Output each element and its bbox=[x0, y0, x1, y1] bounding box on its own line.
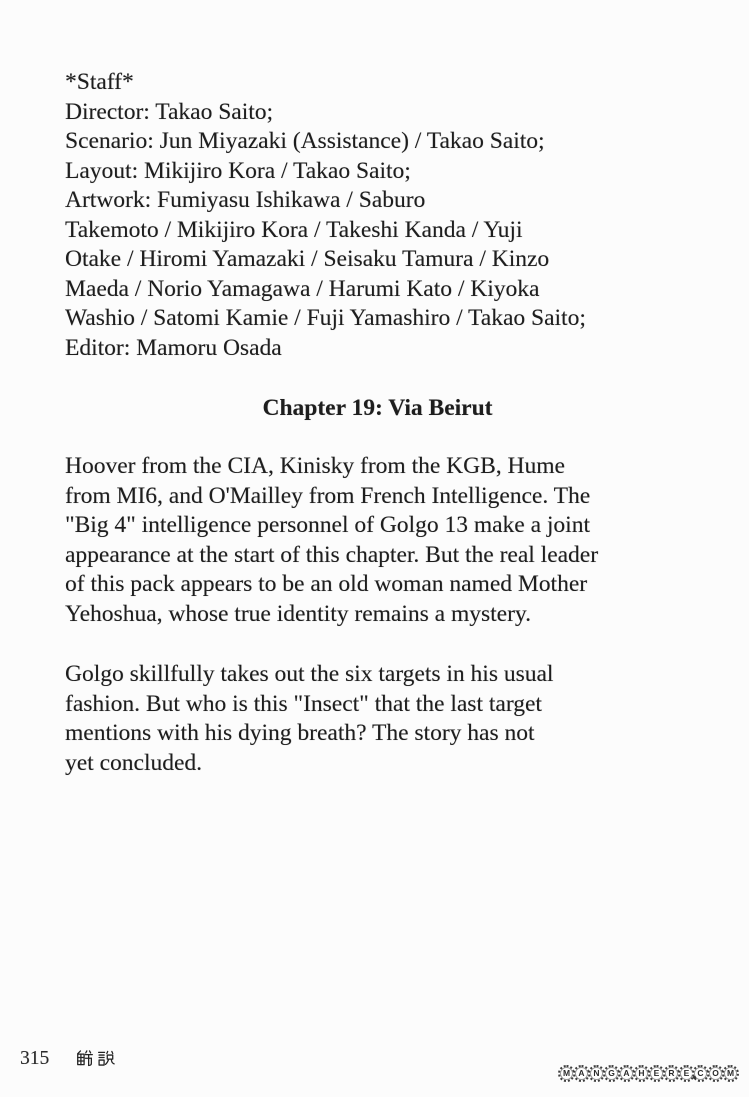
watermark-gear-letter: E bbox=[678, 1065, 695, 1082]
staff-line: Otake / Hiromi Yamazaki / Seisaku Tamura / Kinzo bbox=[65, 246, 550, 272]
mangahere-watermark bbox=[560, 1065, 739, 1082]
chapter-summary-paragraph-1 bbox=[65, 452, 598, 629]
watermark-gear-letter: A bbox=[618, 1065, 635, 1082]
staff-line: Takemoto / Mikijiro Kora / Takeshi Kanda / Yuji bbox=[65, 216, 523, 243]
paragraph-line: appearance at the start of this chapter. But the real leader bbox=[65, 541, 599, 568]
paragraph-line: Hoover from the CIA, Kinisky from the KGB, Hume bbox=[65, 453, 565, 479]
paragraph-line: yet concluded. bbox=[65, 749, 203, 776]
watermark-gear-letter: M bbox=[558, 1065, 575, 1082]
staff-line: Director: Takao Saito; bbox=[65, 98, 274, 125]
staff-credits-block bbox=[65, 68, 586, 363]
watermark-gear-letter: E bbox=[648, 1065, 665, 1082]
watermark-gear-letter: A bbox=[573, 1065, 590, 1082]
watermark-gear-letter: C bbox=[692, 1065, 709, 1082]
watermark-gear-letter: M bbox=[722, 1065, 739, 1082]
staff-line: Layout: Mikijiro Kora / Takao Saito; bbox=[65, 157, 411, 184]
paragraph-line: fashion. But who is this "Insect" that the last target bbox=[65, 690, 542, 717]
paragraph-line: from MI6, and O'Mailley from French Intelligence. The bbox=[65, 482, 591, 509]
section-label-kanji bbox=[75, 1048, 115, 1067]
paragraph-line: Golgo skillfully takes out the six targets in his usual bbox=[65, 661, 554, 687]
watermark-gear-letter: H bbox=[633, 1065, 650, 1082]
staff-line: Artwork: Fumiyasu Ishikawa / Saburo bbox=[65, 187, 426, 213]
paragraph-line: of this pack appears to be an old woman named Mother bbox=[65, 571, 588, 597]
watermark-gear-letter: R bbox=[663, 1065, 680, 1082]
watermark-gear-letter: O bbox=[707, 1065, 724, 1082]
paragraph-line: mentions with his dying breath? The story has not bbox=[65, 720, 535, 746]
watermark-gear-letter: N bbox=[588, 1065, 605, 1082]
staff-line: Editor: Mamoru Osada bbox=[65, 334, 282, 361]
paragraph-line: "Big 4" intelligence personnel of Golgo 13 make a joint bbox=[65, 512, 590, 538]
staff-line: Maeda / Norio Yamagawa / Harumi Kato / Kiyoka bbox=[65, 275, 540, 302]
staff-line: *Staff* bbox=[65, 69, 134, 95]
page-number: 315 bbox=[20, 1048, 50, 1069]
chapter-summary-paragraph-2 bbox=[65, 660, 553, 778]
chapter-heading: Chapter 19: Via Beirut bbox=[262, 395, 493, 421]
paragraph-line: Yehoshua, whose true identity remains a mystery. bbox=[65, 600, 532, 627]
watermark-gear-letter: G bbox=[603, 1065, 620, 1082]
section-label-text bbox=[75, 1048, 76, 1049]
kanji-glyphs-icon bbox=[75, 1050, 115, 1067]
watermark-period-dot bbox=[693, 1076, 696, 1079]
page-footer bbox=[20, 1048, 115, 1070]
staff-line: Scenario: Jun Miyazaki (Assistance) / Takao Saito; bbox=[65, 128, 545, 154]
staff-line: Washio / Satomi Kamie / Fuji Yamashiro / Takao Saito; bbox=[65, 305, 586, 331]
